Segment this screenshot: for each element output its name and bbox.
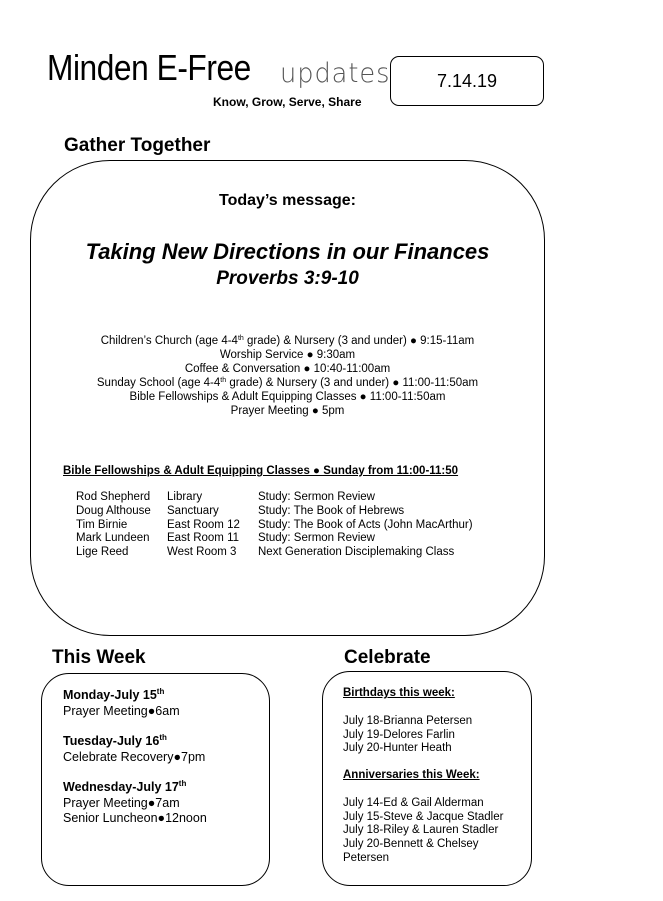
class-leader: Rod Shepherd: [76, 491, 151, 503]
tagline: Know, Grow, Serve, Share: [213, 95, 362, 109]
schedule-worship: Worship Service ● 9:30am: [219, 349, 356, 361]
scripture-reference: Proverbs 3:9-10: [216, 268, 359, 289]
class-room: Library: [167, 491, 203, 503]
anniversaries-heading: Anniversaries this Week:: [343, 769, 480, 781]
message-label: Today’s message:: [219, 192, 356, 209]
table-row: [76, 532, 473, 546]
day-label: Tuesday-July 16th: [63, 733, 167, 748]
week-day-wednesday: [63, 780, 207, 827]
message-title: Taking New Directions in our Finances: [85, 239, 490, 264]
celebrate-heading: Celebrate: [344, 647, 431, 668]
class-leader: Tim Birnie: [76, 518, 128, 531]
list-item: July 20-Bennett & Chelsey Petersen: [343, 838, 479, 864]
class-leader: Lige Reed: [76, 546, 129, 559]
list-item: July 19-Delores Farlin: [343, 728, 455, 741]
week-day-monday: [63, 688, 180, 719]
day-label: Wednesday-July 17th: [63, 779, 187, 794]
date-box: [390, 56, 544, 106]
day-label: Monday-July 15th: [63, 687, 165, 702]
class-study: Study: The Book of Hebrews: [258, 504, 405, 517]
list-item: July 15-Steve & Jacque Stadler: [343, 810, 504, 823]
table-row: [76, 491, 473, 505]
table-row: [76, 505, 473, 519]
list-item: July 20-Hunter Heath: [343, 742, 452, 755]
day-event: Celebrate Recovery●7pm: [63, 749, 206, 764]
updates-label: updates: [280, 58, 391, 89]
schedule-sunday-school: Sunday School (age 4-4th grade) & Nursery (3 and under) ● 11:00-11:50am: [96, 377, 479, 389]
service-schedule: [30, 334, 545, 418]
class-room: East Room 11: [167, 532, 240, 545]
class-room: Sanctuary: [167, 504, 219, 517]
class-room: East Room 12: [167, 518, 240, 531]
day-event: Senior Luncheon●12noon: [63, 811, 207, 825]
day-event: Prayer Meeting●7am: [63, 795, 180, 810]
list-item: July 14-Ed & Gail Alderman: [343, 796, 484, 809]
class-study: Study: The Book of Acts (John MacArthur): [258, 518, 473, 531]
class-room: West Room 3: [167, 546, 237, 559]
list-item: July 18-Brianna Petersen: [343, 714, 473, 727]
this-week-heading: This Week: [52, 647, 146, 668]
class-study: Study: Sermon Review: [258, 491, 375, 503]
schedule-childrens-church: Children’s Church (age 4-4th grade) & Nursery (3 and under) ● 9:15-11am: [100, 335, 475, 347]
schedule-prayer: Prayer Meeting ● 5pm: [230, 405, 345, 417]
date-text: 7.14.19: [436, 70, 498, 91]
week-day-tuesday: [63, 734, 205, 765]
birthdays-heading: Birthdays this week:: [343, 687, 455, 699]
class-study: Study: Sermon Review: [258, 532, 375, 545]
class-leader: Mark Lundeen: [76, 532, 150, 545]
list-item: July 18-Riley & Lauren Stadler: [343, 824, 499, 837]
gather-heading: Gather Together: [64, 135, 211, 156]
classes-table: [76, 491, 473, 560]
anniversaries-section: [343, 769, 523, 866]
church-name: Minden E-Free: [47, 47, 251, 88]
classes-heading: Bible Fellowships & Adult Equipping Classes ● Sunday from 11:00-11:50: [63, 465, 459, 477]
schedule-coffee: Coffee & Conversation ● 10:40-11:00am: [184, 363, 391, 375]
table-row: [76, 546, 473, 560]
class-leader: Doug Althouse: [76, 504, 151, 517]
day-event: Prayer Meeting●6am: [63, 703, 180, 718]
class-study: Next Generation Disciplemaking Class: [258, 546, 455, 559]
schedule-fellowships: Bible Fellowships & Adult Equipping Classes ● 11:00-11:50am: [129, 391, 446, 403]
birthdays-section: [343, 687, 472, 756]
table-row: [76, 519, 473, 533]
